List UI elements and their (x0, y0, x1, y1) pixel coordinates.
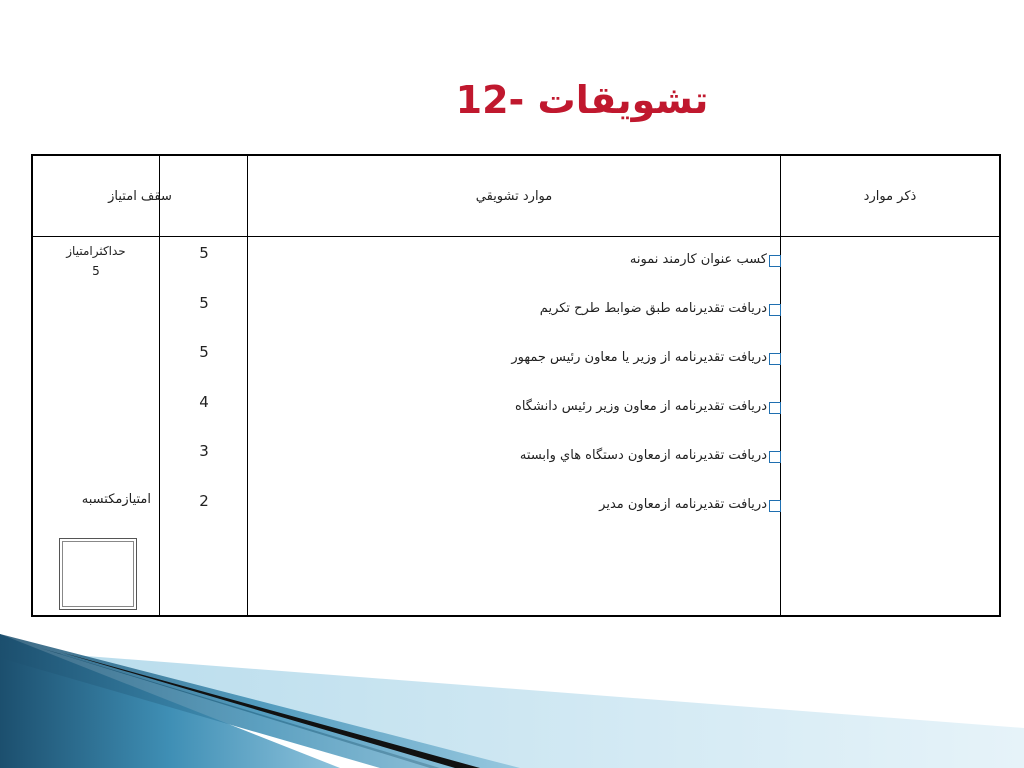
title-text: 12- تشويقات (455, 78, 709, 122)
score-value: 3 (199, 442, 209, 460)
checkbox-icon (769, 304, 781, 316)
header-mentions: ذکر موارد (863, 188, 917, 204)
list-item (248, 448, 781, 497)
list-item (248, 252, 781, 301)
score-value: 5 (199, 343, 209, 361)
score-value: 5 (199, 244, 209, 262)
max-score-label: حداکثرامتیاز (66, 244, 126, 258)
checkbox-icon (769, 451, 781, 463)
list-item (248, 350, 781, 399)
list-item (248, 301, 781, 350)
list-item (248, 497, 781, 546)
earned-score-label: امتیازمکتسبه (81, 492, 151, 507)
item-text: دریافت تقدیرنامه ازمعاون دستگاه هاي وابسته (519, 448, 767, 463)
checkbox-icon (769, 402, 781, 414)
max-score-box (33, 244, 159, 278)
checkbox-icon (769, 500, 781, 512)
item-text: دریافت تقدیرنامه طبق ضوابط طرح تکریم (539, 301, 767, 316)
header-divider (33, 236, 999, 237)
item-text: دریافت تقدیرنامه ازمعاون مدیر (599, 497, 767, 512)
checkbox-icon (769, 255, 781, 267)
scores-column (161, 244, 247, 541)
score-value: 5 (199, 293, 209, 312)
max-score-value: 5 (92, 264, 100, 278)
item-text: دریافت تقدیرنامه از معاون وزیر رئیس دانشگاه (515, 399, 767, 414)
score-value: 4 (199, 392, 209, 411)
header-ceiling: سقف امتیاز (108, 188, 172, 204)
list-item (248, 399, 781, 448)
earned-score-field[interactable] (59, 538, 137, 610)
score-value: 2 (199, 491, 209, 510)
decorative-swoosh (0, 628, 1024, 768)
item-text: دریافت تقدیرنامه از وزیر یا معاون رئیس جمهور (511, 350, 767, 365)
item-text: کسب عنوان کارمند نمونه (629, 252, 767, 267)
page-title (0, 78, 1024, 122)
incentives-table (31, 154, 1001, 617)
items-list (248, 252, 781, 546)
header-cases: موارد تشويقي (475, 188, 553, 204)
checkbox-icon (769, 353, 781, 365)
